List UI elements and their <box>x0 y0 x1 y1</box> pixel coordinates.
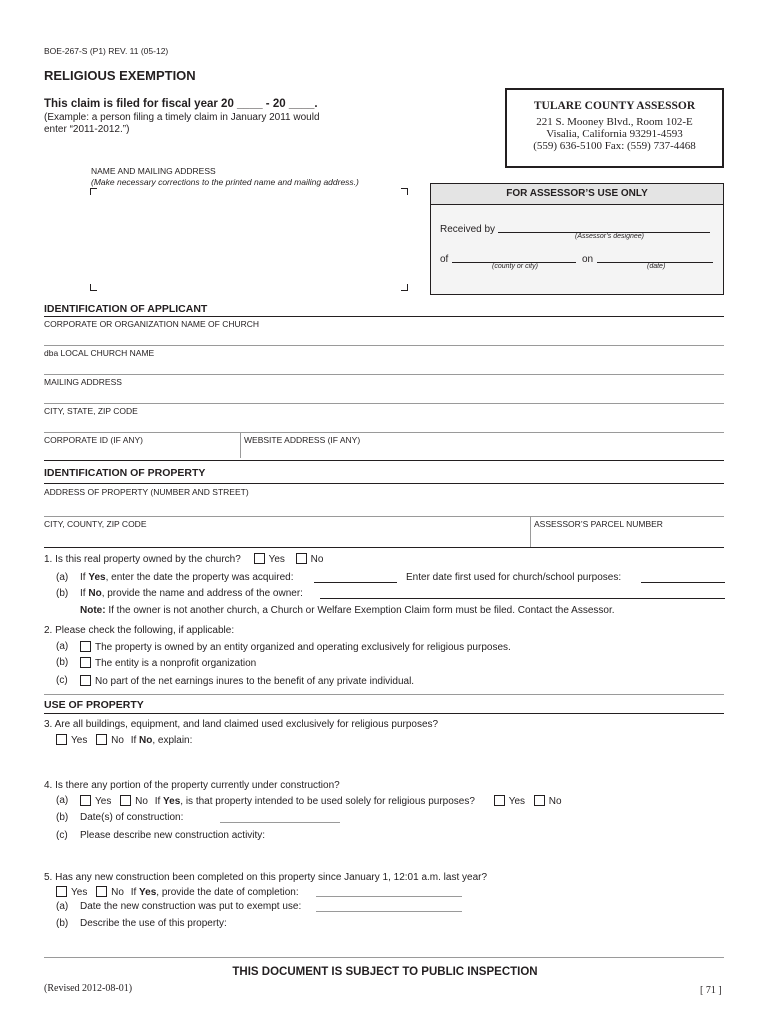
q5-text: 5. Has any new construction been completed on this property since January 1, 12:01 a.m. last year? <box>44 872 488 883</box>
q1-no-label: No <box>310 554 324 565</box>
q5-options: Yes No If Yes, provide the date of completion: <box>56 886 299 898</box>
dba-label: dba LOCAL CHURCH NAME <box>44 348 155 358</box>
q2a-checkbox[interactable] <box>80 641 91 652</box>
dba-field[interactable] <box>44 374 724 375</box>
q1b-label: (b) <box>56 588 69 599</box>
q1a-label: (a) <box>56 572 69 583</box>
q1b-text: If No, provide the name and address of the owner: <box>80 588 303 599</box>
exempt-use-date-field[interactable] <box>316 911 462 912</box>
mailing-label: NAME AND MAILING ADDRESS <box>91 166 216 176</box>
revised-date: (Revised 2012-08-01) <box>44 983 133 994</box>
address-window-corner <box>90 188 97 195</box>
assessor-address1: 221 S. Mooney Blvd., Room 102-E <box>536 116 693 128</box>
q3-yes-checkbox[interactable] <box>56 734 67 745</box>
on-label: on <box>582 254 594 265</box>
q5b-label: (b) <box>56 918 69 929</box>
assessor-phone: (559) 636-5100 Fax: (559) 737-4468 <box>533 140 696 152</box>
use-header: USE OF PROPERTY <box>44 699 144 711</box>
divider <box>44 483 724 484</box>
q3-no-checkbox[interactable] <box>96 734 107 745</box>
divider <box>44 713 724 714</box>
q4c-label: (c) <box>56 830 68 841</box>
applicant-header: IDENTIFICATION OF APPLICANT <box>44 303 208 315</box>
divider <box>44 957 724 958</box>
city-state-zip-label: CITY, STATE, ZIP CODE <box>44 406 138 416</box>
q5-yes-checkbox[interactable] <box>56 886 67 897</box>
fiscal-year-example-1: (Example: a person filing a timely claim in January 2011 would <box>44 112 320 123</box>
property-address-field[interactable] <box>44 516 724 517</box>
q3-options: Yes No If No, explain: <box>56 734 192 746</box>
assessor-name: TULARE COUNTY ASSESSOR <box>533 100 696 112</box>
mailing-address-label: MAILING ADDRESS <box>44 377 122 387</box>
q1-no-checkbox[interactable] <box>296 553 307 564</box>
address-window-corner <box>90 284 97 291</box>
assessor-address-box <box>505 88 724 168</box>
completion-date-field[interactable] <box>316 896 462 897</box>
date-caption: (date) <box>647 263 666 270</box>
fiscal-year-example-2: enter “2011-2012.”) <box>44 124 130 135</box>
received-by-label: Received by <box>440 224 496 235</box>
website-label: WEBSITE ADDRESS (IF ANY) <box>244 435 361 445</box>
owner-field[interactable] <box>320 598 725 599</box>
q2c-checkbox[interactable] <box>80 675 91 686</box>
q2b-checkbox[interactable] <box>80 657 91 668</box>
divider <box>44 694 724 695</box>
assessor-address2: Visalia, California 93291-4593 <box>546 128 683 140</box>
q2b-label: (b) <box>56 657 69 668</box>
q4-text: 4. Is there any portion of the property currently under construction? <box>44 780 340 791</box>
public-inspection-notice: THIS DOCUMENT IS SUBJECT TO PUBLIC INSPECTION <box>232 966 538 978</box>
q1-yes-label: Yes <box>268 554 285 565</box>
q4b-text: Date(s) of construction: <box>80 812 184 823</box>
fiscal-year-line: This claim is filed for fiscal year 20 ____ - 20 ____. <box>44 98 318 110</box>
divider <box>44 547 724 548</box>
q4-yes-checkbox[interactable] <box>80 795 91 806</box>
page-title: RELIGIOUS EXEMPTION <box>44 68 196 83</box>
q2a-label: (a) <box>56 641 69 652</box>
q2-text: 2. Please check the following, if applicable: <box>44 625 235 636</box>
q5-no-checkbox[interactable] <box>96 886 107 897</box>
address-window-corner <box>401 188 408 195</box>
q5a-label: (a) <box>56 901 69 912</box>
parcel-label: ASSESSOR’S PARCEL NUMBER <box>534 519 663 529</box>
divider <box>44 316 724 317</box>
field-divider <box>240 433 241 458</box>
q1-text: 1. Is this real property owned by the church? Yes No <box>44 554 324 565</box>
q1a-text: If Yes, enter the date the property was acquired: <box>80 572 294 583</box>
divider <box>44 460 724 461</box>
first-used-date-field[interactable] <box>641 582 725 583</box>
q2b-item: The entity is a nonprofit organization <box>80 657 256 669</box>
q3-text: 3. Are all buildings, equipment, and land claimed used exclusively for religious purposes? <box>44 719 439 730</box>
q5a-text: Date the new construction was put to exempt use: <box>80 901 302 912</box>
q4-religious-no-checkbox[interactable] <box>534 795 545 806</box>
q1a-text2: Enter date first used for church/school purposes: <box>406 572 622 583</box>
mailing-address-field[interactable] <box>44 403 724 404</box>
q4a-options: Yes No If Yes, is that property intended to be used solely for religious purposes? Yes No <box>80 795 562 807</box>
assessor-use-title: FOR ASSESSOR’S USE ONLY <box>431 184 723 205</box>
corp-name-field[interactable] <box>44 345 724 346</box>
q4c-text: Please describe new construction activity: <box>80 830 266 841</box>
of-label: of <box>440 254 449 265</box>
construction-dates-field[interactable] <box>220 822 340 823</box>
q2a-item: The property is owned by an entity organized and operating exclusively for religious purposes. <box>80 641 511 653</box>
q4-no-checkbox[interactable] <box>120 795 131 806</box>
city-county-zip-label: CITY, COUNTY, ZIP CODE <box>44 519 147 529</box>
page-number: [ 71 ] <box>700 985 722 996</box>
city-state-zip-field[interactable] <box>44 432 724 433</box>
field-divider <box>530 517 531 547</box>
address-window-corner <box>401 284 408 291</box>
corp-name-label: CORPORATE OR ORGANIZATION NAME OF CHURCH <box>44 319 260 329</box>
property-header: IDENTIFICATION OF PROPERTY <box>44 467 206 479</box>
q1-note: Note: If the owner is not another church, a Church or Welfare Exemption Claim form must be filed. Contact the Assessor. <box>80 605 615 616</box>
county-city-caption: (county or city) <box>492 263 538 270</box>
q2c-item: No part of the net earnings inures to the benefit of any private individual. <box>80 675 414 687</box>
q5b-text: Describe the use of this property: <box>80 918 227 929</box>
q4a-label: (a) <box>56 795 69 806</box>
acquired-date-field[interactable] <box>314 582 397 583</box>
q4b-label: (b) <box>56 812 69 823</box>
designee-caption: (Assessor’s designee) <box>575 233 644 240</box>
q2c-label: (c) <box>56 675 68 686</box>
q4-religious-yes-checkbox[interactable] <box>494 795 505 806</box>
q1-yes-checkbox[interactable] <box>254 553 265 564</box>
mailing-note: (Make necessary corrections to the printed name and mailing address.) <box>91 177 359 187</box>
corporate-id-label: CORPORATE ID (IF ANY) <box>44 435 144 445</box>
property-address-label: ADDRESS OF PROPERTY (NUMBER AND STREET) <box>44 487 249 497</box>
form-id: BOE-267-S (P1) REV. 11 (05-12) <box>44 46 169 56</box>
